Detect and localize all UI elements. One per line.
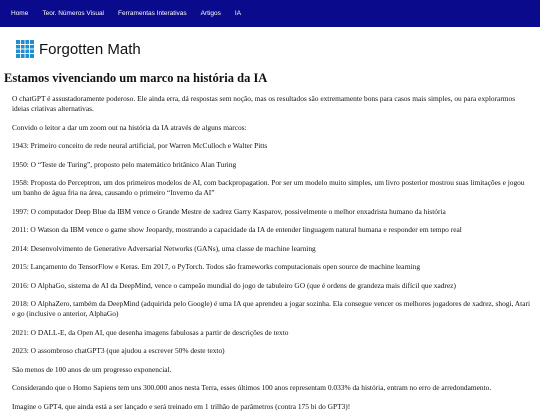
timeline-entry: 2018: O AlphaZero, também da DeepMind (adquirida pelo Google) é uma IA que aprendeu a jogar sozinha. Ela consegue vencer os melhores jogadores de xadrez, shogi, Atari e go (inclusive o anterior, AlphaGo)	[12, 299, 530, 318]
site-brand[interactable]	[16, 37, 540, 61]
article-paragraph: O chatGPT é assustadoramente poderoso. Ele ainda erra, dá respostas sem noção, mas os resultados são extremamente bons para casos mais simples, ou para explorarmos ideias criativas alternativas.	[12, 94, 516, 113]
timeline-entry: 1997: O computador Deep Blue da IBM vence o Grande Mestre de xadrez Garry Kasparov, possivelmente o melhor enxadrista humano da história	[12, 206, 446, 216]
timeline-entry: 2021: O DALL-E, da Open AI, que desenha imagens fabulosas a partir de descrições de texto	[12, 327, 289, 337]
site-title: Forgotten Math	[39, 40, 141, 58]
article-paragraph: Imagine o GPT4, que ainda está a ser lançado e será treinado em 1 trilhão de parâmetros (contra 175 bi do GPT3)!	[12, 401, 351, 411]
nav-link-visual-number-theory[interactable]: Teor. Números Visual	[42, 10, 105, 17]
timeline-entry: 2014: Desenvolvimento de Generative Adversarial Networks (GANs), uma classe de machine learning	[12, 243, 316, 253]
nav-link-articles[interactable]: Artigos	[200, 10, 221, 17]
nav-link-home[interactable]: Home	[11, 10, 29, 17]
nav-link-interactive-tools[interactable]: Ferramentas Interativas	[118, 10, 187, 17]
timeline-entry: 1950: O “Teste de Turing”, proposto pelo matemático britânico Alan Turing	[12, 159, 237, 169]
grid-logo-icon	[16, 40, 34, 58]
timeline-entry: 1958: Proposta do Perceptron, um dos primeiros modelos de AI, com backpropagation. Por ser um modelo muito simples, um livro posterior mostrou suas limitações e jogou um banho de água fria na área, causando o primeiro “Inverno da AI”	[12, 178, 525, 197]
nav-link-ai[interactable]: IA	[234, 10, 242, 17]
article-paragraph: Considerando que o Homo Sapiens tem uns 300.000 anos nesta Terra, esses últimos 100 anos representam 0.033% da história, entram no erro de arredondamento.	[12, 383, 492, 392]
article-paragraph: Convido o leitor a dar um zoom out na história da IA através de alguns marcos:	[12, 122, 247, 132]
article-title: Estamos vivenciando um marco na história da IA	[4, 71, 268, 85]
top-navigation-bar	[0, 0, 540, 27]
article-paragraph: São menos de 100 anos de um progresso exponencial.	[12, 364, 172, 374]
timeline-entry: 1943: Primeiro conceito de rede neural artificial, por Warren McCulloch e Walter Pitts	[12, 141, 268, 150]
timeline-entry: 2016: O AlphaGo, sistema de AI da DeepMind, vence o campeão mundial do jogo de tabuleiro GO (que é ordens de grandeza mais difícil que xadrez)	[12, 280, 456, 290]
timeline-entry: 2023: O assombroso chatGPT3 (que ajudou a escrever 50% deste texto)	[12, 346, 225, 355]
article-body	[0, 94, 540, 412]
timeline-entry: 2015: Lançamento do TensorFlow e Keras. Em 2017, o PyTorch. Todos são frameworks computacionais open source de machine learning	[12, 262, 421, 271]
timeline-entry: 2011: O Watson da IBM vence o game show Jeopardy, mostrando a capacidade da IA de entender linguagem natural humana e responder em tempo real	[12, 225, 462, 234]
